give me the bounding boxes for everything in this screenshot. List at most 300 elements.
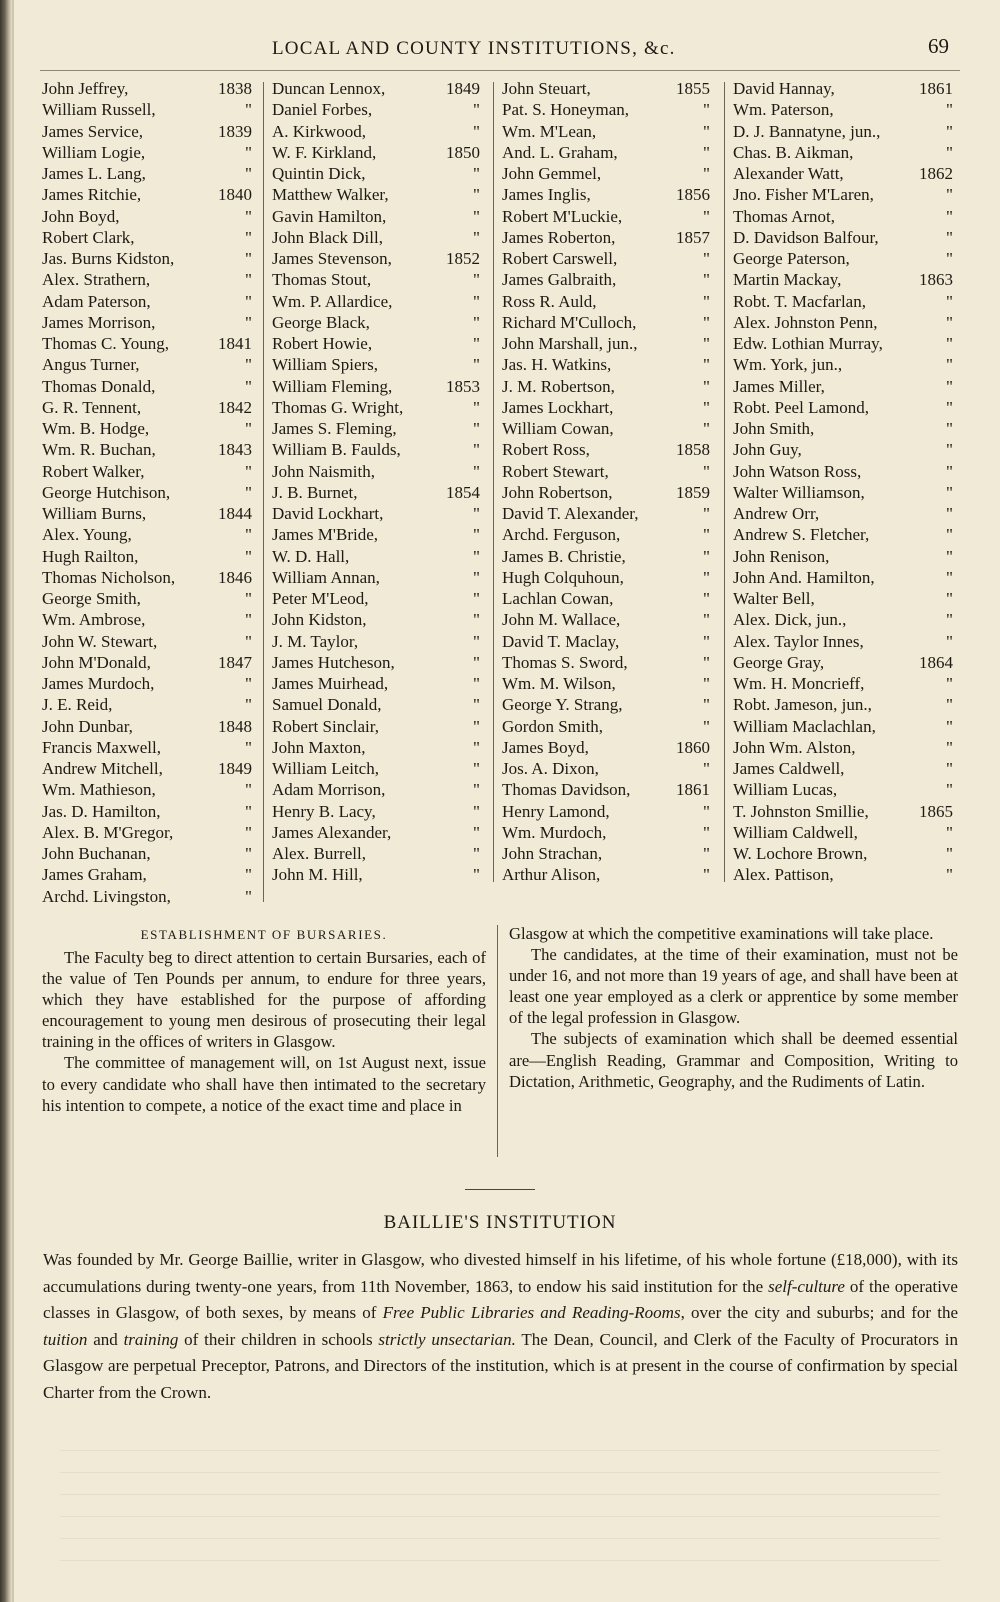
show-through-texture — [60, 1450, 940, 1580]
name-entry — [42, 503, 254, 524]
admission-year: " — [946, 291, 953, 311]
admission-year: " — [946, 546, 953, 566]
name-entry — [502, 248, 712, 269]
baillie-heading: BAILLIE'S INSTITUTION — [383, 1212, 617, 1233]
column-divider — [497, 925, 498, 1157]
bursaries-heading: ESTABLISHMENT OF BURSARIES. — [140, 927, 388, 942]
procurator-name: Thomas G. Wright, — [272, 397, 404, 417]
admission-year: " — [946, 589, 953, 608]
procurator-name: John And. Hamilton, — [733, 567, 875, 587]
baillie-emphasis: self-culture — [768, 1276, 845, 1296]
name-entry — [733, 631, 955, 652]
admission-year: " — [946, 312, 953, 332]
bursaries-paragraph: The candidates, at the time of their examination, must not be under 16, and not more than 19 years of age, and shall have been at least one year employed as a clerk or apprentice by some member of the legal profession in Glasgow. — [509, 945, 958, 1028]
name-entry — [502, 376, 712, 397]
name-entry — [272, 78, 482, 99]
procurator-name: Samuel Donald, — [272, 695, 382, 715]
admission-year: " — [703, 206, 710, 226]
admission-year: " — [946, 206, 953, 226]
admission-year: 1860 — [676, 737, 710, 757]
name-entry — [502, 397, 712, 418]
admission-year: " — [473, 185, 480, 205]
name-column-2 — [272, 78, 482, 886]
procurator-name: John Renison, — [733, 546, 830, 566]
running-header — [0, 32, 1000, 62]
procurator-name: William Annan, — [272, 567, 380, 587]
admission-year: " — [245, 865, 252, 885]
admission-year: " — [473, 397, 480, 417]
admission-year: " — [245, 546, 252, 566]
name-entry — [272, 482, 482, 503]
procurator-name: Alexander Watt, — [733, 164, 844, 183]
procurator-name: William Logie, — [42, 142, 146, 162]
name-entry — [502, 312, 712, 333]
procurator-name: Jas. D. Hamilton, — [42, 801, 161, 821]
admission-year: " — [946, 100, 953, 120]
name-entry — [272, 163, 482, 184]
procurator-name: James Morrison, — [42, 312, 156, 332]
name-entry — [272, 694, 482, 715]
name-entry — [42, 758, 254, 779]
name-entry — [42, 142, 254, 163]
name-entry — [733, 121, 955, 142]
admission-year: 1863 — [919, 270, 953, 290]
name-column-4 — [733, 78, 955, 886]
admission-year: " — [703, 674, 710, 693]
admission-year: " — [473, 355, 480, 375]
procurator-name: Robt. T. Macfarlan, — [733, 291, 866, 311]
admission-year: 1857 — [676, 227, 710, 247]
name-entry — [42, 376, 254, 397]
procurator-name: Thomas Stout, — [272, 270, 372, 290]
admission-year: " — [703, 695, 710, 715]
name-entry — [733, 354, 955, 375]
procurator-name: Thomas C. Young, — [42, 334, 170, 353]
procurator-name: Alex. Burrell, — [272, 844, 366, 863]
name-entry — [502, 737, 712, 758]
procurator-name: Andrew S. Fletcher, — [733, 525, 870, 545]
admission-year: " — [473, 227, 480, 247]
name-entry — [42, 737, 254, 758]
procurator-name: Wm. Paterson, — [733, 100, 834, 120]
name-entry — [733, 737, 955, 758]
admission-year: 1861 — [919, 79, 953, 98]
name-entry — [42, 121, 254, 142]
name-entry — [42, 248, 254, 269]
procurator-name: George Smith, — [42, 589, 141, 608]
procurator-name: Lachlan Cowan, — [502, 589, 614, 608]
procurator-name: George Hutchison, — [42, 482, 171, 502]
procurator-name: James Miller, — [733, 376, 825, 396]
procurator-name: John Naismith, — [272, 461, 375, 481]
procurator-name: Angus Turner, — [42, 355, 140, 375]
procurator-name: John Dunbar, — [42, 716, 133, 736]
column-divider — [724, 82, 725, 882]
admission-year: 1841 — [218, 334, 252, 353]
name-entry — [502, 694, 712, 715]
procurator-name: Alex. Strathern, — [42, 270, 151, 290]
procurator-name: James Stevenson, — [272, 249, 392, 268]
admission-year: " — [703, 461, 710, 481]
procurator-name: John Kidston, — [272, 610, 367, 630]
admission-year: " — [245, 695, 252, 715]
procurator-name: J. M. Robertson, — [502, 376, 615, 396]
admission-year: " — [703, 312, 710, 332]
name-entry — [42, 588, 254, 609]
name-entry — [42, 206, 254, 227]
name-entry — [733, 78, 955, 99]
column-divider — [263, 82, 264, 902]
name-entry — [733, 376, 955, 397]
procurator-name: Thomas Nicholson, — [42, 567, 176, 587]
name-entry — [42, 694, 254, 715]
name-entry — [502, 864, 712, 885]
procurator-name: William Caldwell, — [733, 822, 858, 842]
admission-year: " — [703, 589, 710, 608]
name-entry — [272, 524, 482, 545]
name-entry — [42, 184, 254, 205]
procurator-name: Pat. S. Honeyman, — [502, 100, 630, 120]
name-entry — [733, 588, 955, 609]
admission-year: 1849 — [218, 759, 252, 778]
name-column-1 — [42, 78, 254, 907]
admission-year: " — [473, 440, 480, 460]
baillie-emphasis: strictly unsectarian. — [378, 1329, 516, 1349]
name-entry — [733, 843, 955, 864]
procurator-name: William Spiers, — [272, 355, 379, 375]
name-entry — [42, 482, 254, 503]
admission-year: " — [473, 121, 480, 141]
admission-year: " — [245, 886, 252, 906]
procurator-name: John Strachan, — [502, 844, 603, 863]
name-entry — [42, 609, 254, 630]
name-entry — [272, 418, 482, 439]
name-entry — [502, 482, 712, 503]
procurator-name: George Y. Strang, — [502, 695, 623, 715]
name-entry — [502, 801, 712, 822]
procurator-name: Robert Ross, — [502, 440, 590, 460]
admission-year: " — [473, 631, 480, 651]
name-entry — [502, 758, 712, 779]
procurator-name: James Service, — [42, 121, 144, 141]
procurator-name: D. Davidson Balfour, — [733, 227, 879, 247]
admission-year: " — [245, 610, 252, 630]
admission-year: " — [245, 142, 252, 162]
admission-year: " — [946, 504, 953, 523]
name-entry — [733, 163, 955, 184]
procurator-name: Thomas Davidson, — [502, 780, 631, 800]
admission-year: " — [473, 589, 480, 608]
admission-year: " — [703, 844, 710, 863]
admission-year: 1846 — [218, 567, 252, 587]
admission-year: " — [245, 801, 252, 821]
procurator-name: Wm. M. Wilson, — [502, 674, 616, 693]
admission-year: 1838 — [218, 79, 252, 98]
admission-year: " — [245, 589, 252, 608]
procurator-name: Daniel Forbes, — [272, 100, 373, 120]
procurator-name: Adam Paterson, — [42, 291, 151, 311]
admission-year: " — [703, 546, 710, 566]
name-entry — [733, 801, 955, 822]
name-entry — [733, 609, 955, 630]
procurator-name: John Steuart, — [502, 79, 591, 98]
name-entry — [733, 312, 955, 333]
procurator-name: William Fleming, — [272, 376, 393, 396]
name-entry — [733, 482, 955, 503]
admission-year: " — [245, 461, 252, 481]
name-entry — [272, 758, 482, 779]
admission-year: 1864 — [919, 652, 953, 672]
procurator-name: Jas. Burns Kidston, — [42, 249, 175, 268]
admission-year: " — [473, 865, 480, 885]
admission-year: 1843 — [218, 440, 252, 460]
procurator-name: Duncan Lennox, — [272, 79, 386, 98]
procurator-name: Andrew Orr, — [733, 504, 820, 523]
name-entry — [42, 227, 254, 248]
admission-year: " — [473, 716, 480, 736]
name-entry — [42, 631, 254, 652]
name-entry — [733, 567, 955, 588]
procurator-name: Peter M'Leod, — [272, 589, 369, 608]
baillie-text: The Dean, Council, and Clerk of the Faculty of Procurators in Glasgow are perpetual Preceptor, Patrons, and Directors of the institution, which is at present in the course of confirmation by special Charter from the Crown. — [43, 1329, 959, 1402]
procurator-name: John Smith, — [733, 419, 815, 438]
admission-year: " — [473, 567, 480, 587]
procurator-name: Robert Carswell, — [502, 249, 618, 268]
name-entry — [733, 503, 955, 524]
procurator-name: Alex. Pattison, — [733, 865, 834, 885]
admission-year: " — [245, 312, 252, 332]
procurator-name: W. Lochore Brown, — [733, 844, 868, 863]
name-entry — [272, 588, 482, 609]
baillie-text: and — [87, 1329, 124, 1349]
admission-year: " — [946, 376, 953, 396]
admission-year: 1852 — [446, 249, 480, 268]
name-column-3 — [502, 78, 712, 886]
admission-year: " — [703, 610, 710, 630]
admission-year: " — [703, 142, 710, 162]
procurator-name: John M'Donald, — [42, 652, 151, 672]
procurator-name: Andrew Mitchell, — [42, 759, 163, 778]
procurator-name: Walter Bell, — [733, 589, 815, 608]
procurator-name: J. E. Reid, — [42, 695, 113, 715]
procurator-name: George Black, — [272, 312, 370, 332]
procurator-name: John Jeffrey, — [42, 79, 129, 98]
procurator-name: W. D. Hall, — [272, 546, 350, 566]
admission-year: " — [473, 100, 480, 120]
admission-year: " — [245, 780, 252, 800]
name-entry — [272, 184, 482, 205]
name-entry — [42, 779, 254, 800]
admission-year: " — [946, 737, 953, 757]
procurator-name: D. J. Bannatyne, jun., — [733, 121, 881, 141]
name-entry — [733, 546, 955, 567]
admission-year: " — [946, 567, 953, 587]
procurator-name: David T. Alexander, — [502, 504, 639, 523]
name-entry — [733, 694, 955, 715]
page-number: 69 — [928, 34, 949, 58]
name-entry — [502, 822, 712, 843]
procurator-name: James Roberton, — [502, 227, 616, 247]
procurator-name: James Inglis, — [502, 185, 591, 205]
admission-year: 1858 — [676, 440, 710, 460]
procurator-name: Wm. Murdoch, — [502, 822, 607, 842]
procurator-name: James M'Bride, — [272, 525, 378, 545]
name-entry — [733, 184, 955, 205]
admission-year: " — [703, 822, 710, 842]
procurator-name: Robert Stewart, — [502, 461, 609, 481]
procurator-name: Jno. Fisher M'Laren, — [733, 185, 874, 205]
procurator-name: Francis Maxwell, — [42, 737, 161, 757]
admission-year: " — [946, 716, 953, 736]
name-entry — [733, 461, 955, 482]
name-entry — [502, 588, 712, 609]
admission-year: 1856 — [676, 185, 710, 205]
name-entry — [502, 567, 712, 588]
name-entry — [272, 397, 482, 418]
name-entry — [733, 291, 955, 312]
name-entry — [733, 269, 955, 290]
admission-year: " — [473, 780, 480, 800]
name-entry — [42, 524, 254, 545]
name-entry — [502, 418, 712, 439]
procurator-name: William Burns, — [42, 504, 147, 523]
admission-year: " — [245, 376, 252, 396]
procurator-name: Alex. Johnston Penn, — [733, 312, 878, 332]
procurator-name: Thomas S. Sword, — [502, 652, 628, 672]
name-entry — [733, 227, 955, 248]
procurator-name: William Russell, — [42, 100, 156, 120]
procurator-name: Richard M'Culloch, — [502, 312, 637, 332]
procurator-name: Robert Walker, — [42, 461, 145, 481]
name-entry — [272, 631, 482, 652]
procurator-name: Martin Mackay, — [733, 270, 842, 290]
name-entry — [502, 206, 712, 227]
baillie-paragraph — [43, 1247, 958, 1407]
name-entry — [502, 333, 712, 354]
procurator-name: James Caldwell, — [733, 759, 845, 778]
name-entry — [502, 652, 712, 673]
procurator-name: Wm. Mathieson, — [42, 780, 156, 800]
name-entry — [42, 673, 254, 694]
procurator-name: David Hannay, — [733, 79, 835, 98]
procurator-name: Gordon Smith, — [502, 716, 604, 736]
name-entry — [42, 652, 254, 673]
admission-year: " — [245, 631, 252, 651]
admission-year: " — [245, 100, 252, 120]
procurator-name: David T. Maclay, — [502, 631, 620, 651]
admission-year: " — [473, 674, 480, 693]
procurator-name: Adam Morrison, — [272, 780, 386, 800]
name-entry — [502, 78, 712, 99]
procurator-name: John Robertson, — [502, 482, 613, 502]
name-entry — [42, 439, 254, 460]
name-entry — [42, 163, 254, 184]
procurator-name: John Watson Ross, — [733, 461, 862, 481]
procurator-name: James Hutcheson, — [272, 652, 395, 672]
baillie-text: of their children in schools — [178, 1329, 379, 1349]
name-entry — [272, 567, 482, 588]
admission-year: " — [473, 461, 480, 481]
admission-year: 1842 — [218, 397, 252, 417]
admission-year: " — [703, 270, 710, 290]
procurator-name: Quintin Dick, — [272, 164, 366, 183]
name-entry — [272, 376, 482, 397]
procurator-name: Chas. B. Aikman, — [733, 142, 854, 162]
procurator-name: Robert Sinclair, — [272, 716, 379, 736]
admission-year: " — [473, 737, 480, 757]
procurator-name: James B. Christie, — [502, 546, 626, 566]
name-entry — [42, 312, 254, 333]
procurator-name: Hugh Colquhoun, — [502, 567, 624, 587]
name-entry — [272, 121, 482, 142]
name-entry — [272, 673, 482, 694]
admission-year: " — [473, 312, 480, 332]
procurator-name: Alex. Young, — [42, 525, 132, 545]
name-entry — [42, 801, 254, 822]
section-rule — [465, 1189, 535, 1190]
procurator-name: A. Kirkwood, — [272, 121, 366, 141]
procurator-name: G. R. Tennent, — [42, 397, 142, 417]
name-entry — [733, 652, 955, 673]
admission-year: 1844 — [218, 504, 252, 523]
name-entry — [272, 333, 482, 354]
name-entry — [733, 779, 955, 800]
admission-year: " — [946, 355, 953, 375]
procurator-name: Jos. A. Dixon, — [502, 759, 599, 778]
baillie-text: Was founded by Mr. George Baillie, writer in Glasgow, who divested himself in his lifetime, of his whole fortune (£18,000), with its accumulations during twenty-one years, from 11th November, 1863, to endow his said institution for the — [43, 1250, 958, 1296]
admission-year: " — [473, 652, 480, 672]
admission-year: " — [473, 822, 480, 842]
name-entry — [502, 184, 712, 205]
name-entry — [733, 822, 955, 843]
procurator-name: Henry B. Lacy, — [272, 801, 376, 821]
admission-year: 1848 — [218, 716, 252, 736]
admission-year: " — [703, 652, 710, 672]
baillie-emphasis: training — [123, 1329, 179, 1349]
name-entry — [502, 524, 712, 545]
header-rule — [40, 70, 960, 71]
bursaries-paragraph: Glasgow at which the competitive examinations will take place. — [509, 924, 934, 943]
name-entry — [42, 354, 254, 375]
name-entry — [733, 716, 955, 737]
procurator-name: And. L. Graham, — [502, 142, 618, 162]
admission-year: " — [473, 759, 480, 778]
name-entry — [502, 503, 712, 524]
name-entry — [272, 716, 482, 737]
procurator-name: George Gray, — [733, 652, 825, 672]
procurator-name: William Lucas, — [733, 780, 838, 800]
name-entry — [502, 121, 712, 142]
procurator-name: David Lockhart, — [272, 504, 384, 523]
procurator-name: James Graham, — [42, 865, 147, 885]
name-entry — [502, 673, 712, 694]
procurator-name: John Buchanan, — [42, 844, 151, 863]
procurator-name: William Cowan, — [502, 419, 614, 438]
procurator-name: J. B. Burnet, — [272, 482, 358, 502]
admission-year: 1840 — [218, 185, 252, 205]
procurator-name: Robert Howie, — [272, 334, 373, 353]
name-entry — [733, 142, 955, 163]
admission-year: " — [703, 397, 710, 417]
name-entry — [502, 843, 712, 864]
name-entry — [42, 269, 254, 290]
admission-year: " — [946, 780, 953, 800]
admission-year: 1859 — [676, 482, 710, 502]
procurator-name: T. Johnston Smillie, — [733, 801, 869, 821]
name-entry — [733, 206, 955, 227]
admission-year: " — [473, 419, 480, 438]
name-entry — [502, 546, 712, 567]
